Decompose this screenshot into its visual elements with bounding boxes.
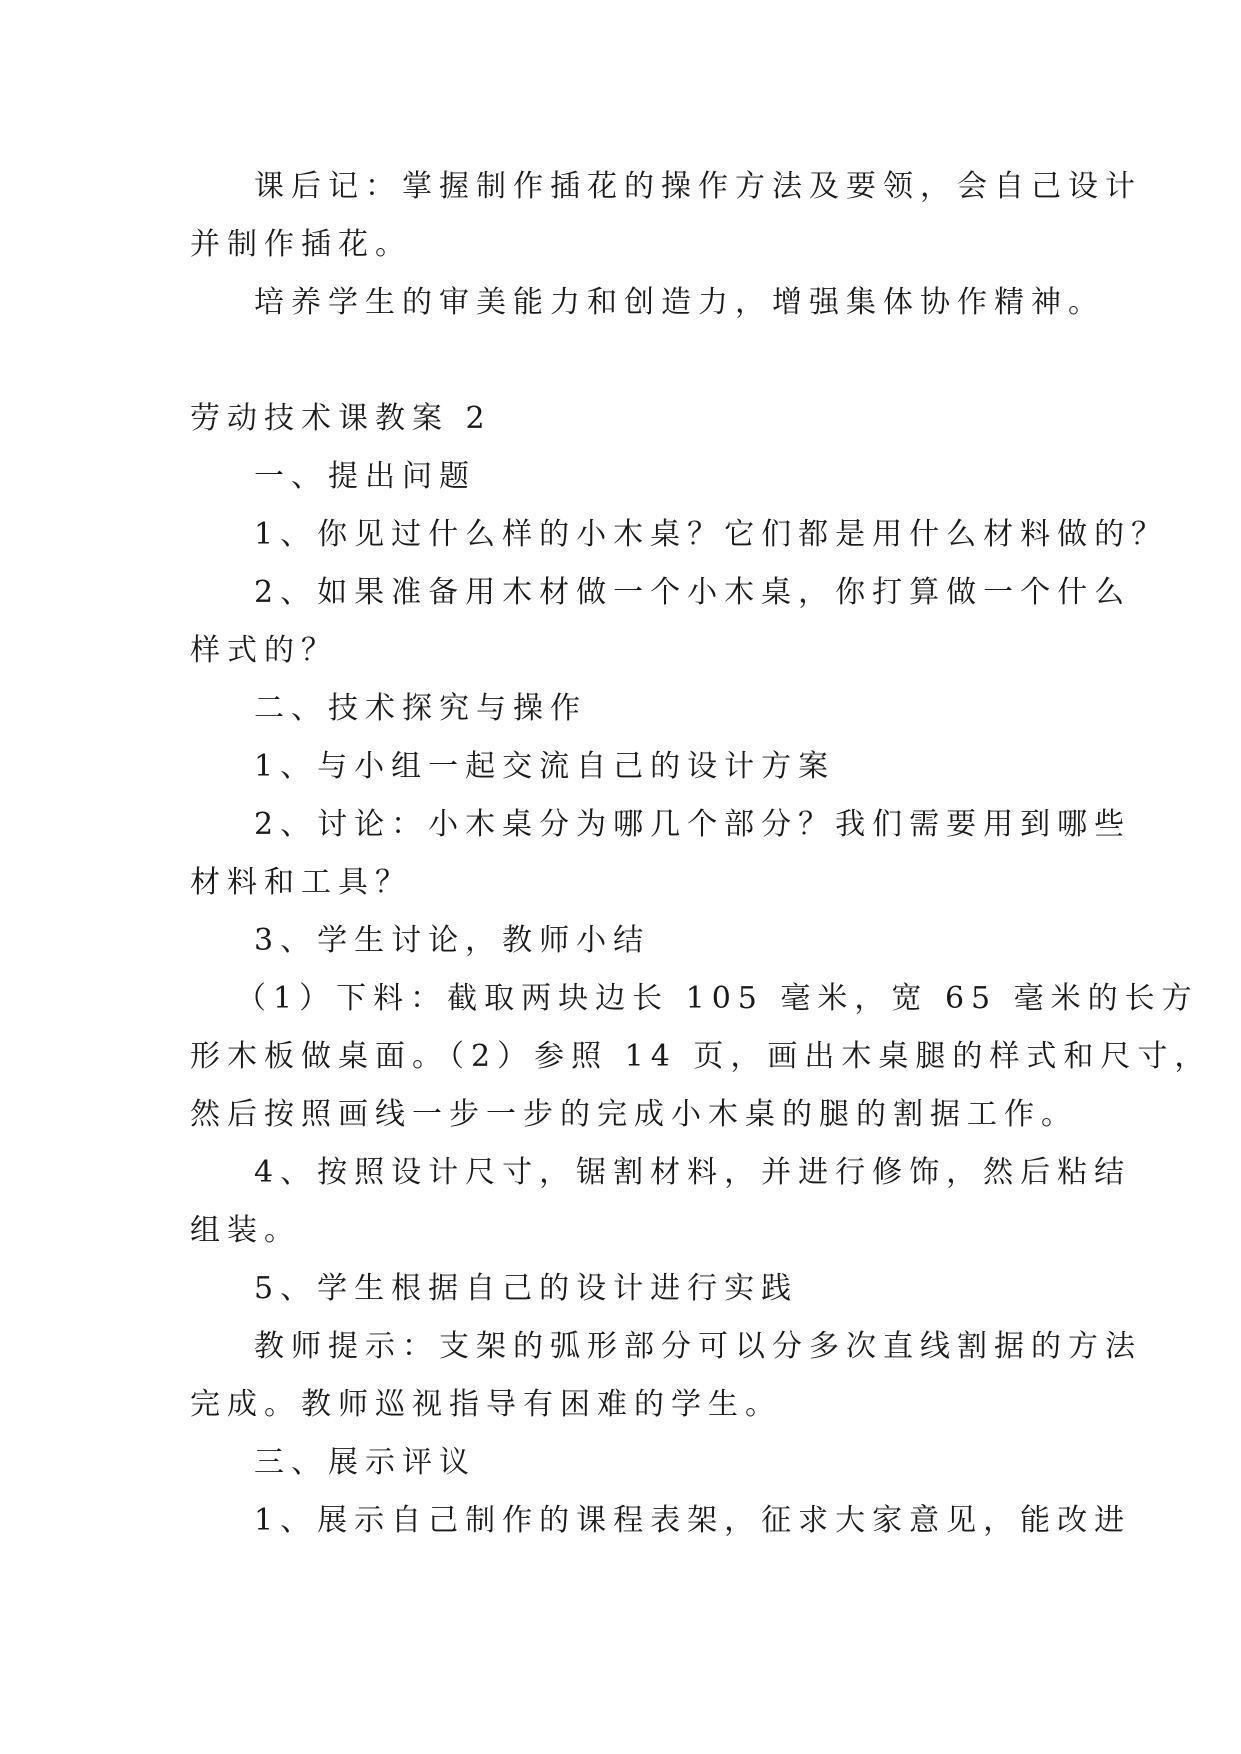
paragraph-line: 并制作插花。 xyxy=(190,227,412,262)
heading-line: 一、提出问题 xyxy=(254,459,476,494)
paragraph-line: 课后记：掌握制作插花的操作方法及要领，会自己设计 xyxy=(254,169,1142,204)
paragraph-line: 样式的？ xyxy=(190,633,338,668)
paragraph-line: 5、学生根据自己的设计进行实践 xyxy=(254,1271,799,1306)
section-title: 劳动技术课教案 2 xyxy=(190,401,492,436)
paragraph-line: 然后按照画线一步一步的完成小木桌的腿的割据工作。 xyxy=(190,1097,1078,1132)
paragraph-line: 1、展示自己制作的课程表架，征求大家意见，能改进 xyxy=(254,1503,1132,1538)
heading-line: 三、展示评议 xyxy=(254,1445,476,1480)
paragraph-line: （1）下料：截取两块边长 105 毫米，宽 65 毫米的长方 xyxy=(236,981,1199,1016)
paragraph-line: 4、按照设计尺寸，锯割材料，并进行修饰，然后粘结 xyxy=(254,1155,1132,1190)
paragraph-line: 2、如果准备用木材做一个小木桌，你打算做一个什么 xyxy=(254,575,1132,610)
paragraph-line: 培养学生的审美能力和创造力，增强集体协作精神。 xyxy=(254,285,1105,320)
paragraph-line: 完成。教师巡视指导有困难的学生。 xyxy=(190,1387,782,1422)
paragraph-line: 1、你见过什么样的小木桌？它们都是用什么材料做的？ xyxy=(254,517,1169,552)
paragraph-line: 形木板做桌面。（2）参照 14 页，画出木桌腿的样式和尺寸， xyxy=(190,1039,1212,1074)
paragraph-line: 2、讨论：小木桌分为哪几个部分？我们需要用到哪些 xyxy=(254,807,1132,842)
paragraph-line: 教师提示：支架的弧形部分可以分多次直线割据的方法 xyxy=(254,1329,1142,1364)
paragraph-line: 组装。 xyxy=(190,1213,301,1248)
paragraph-line: 1、与小组一起交流自己的设计方案 xyxy=(254,749,836,784)
paragraph-line: 3、学生讨论，教师小结 xyxy=(254,923,651,958)
heading-line: 二、技术探究与操作 xyxy=(254,691,587,726)
paragraph-line: 材料和工具？ xyxy=(190,865,412,900)
